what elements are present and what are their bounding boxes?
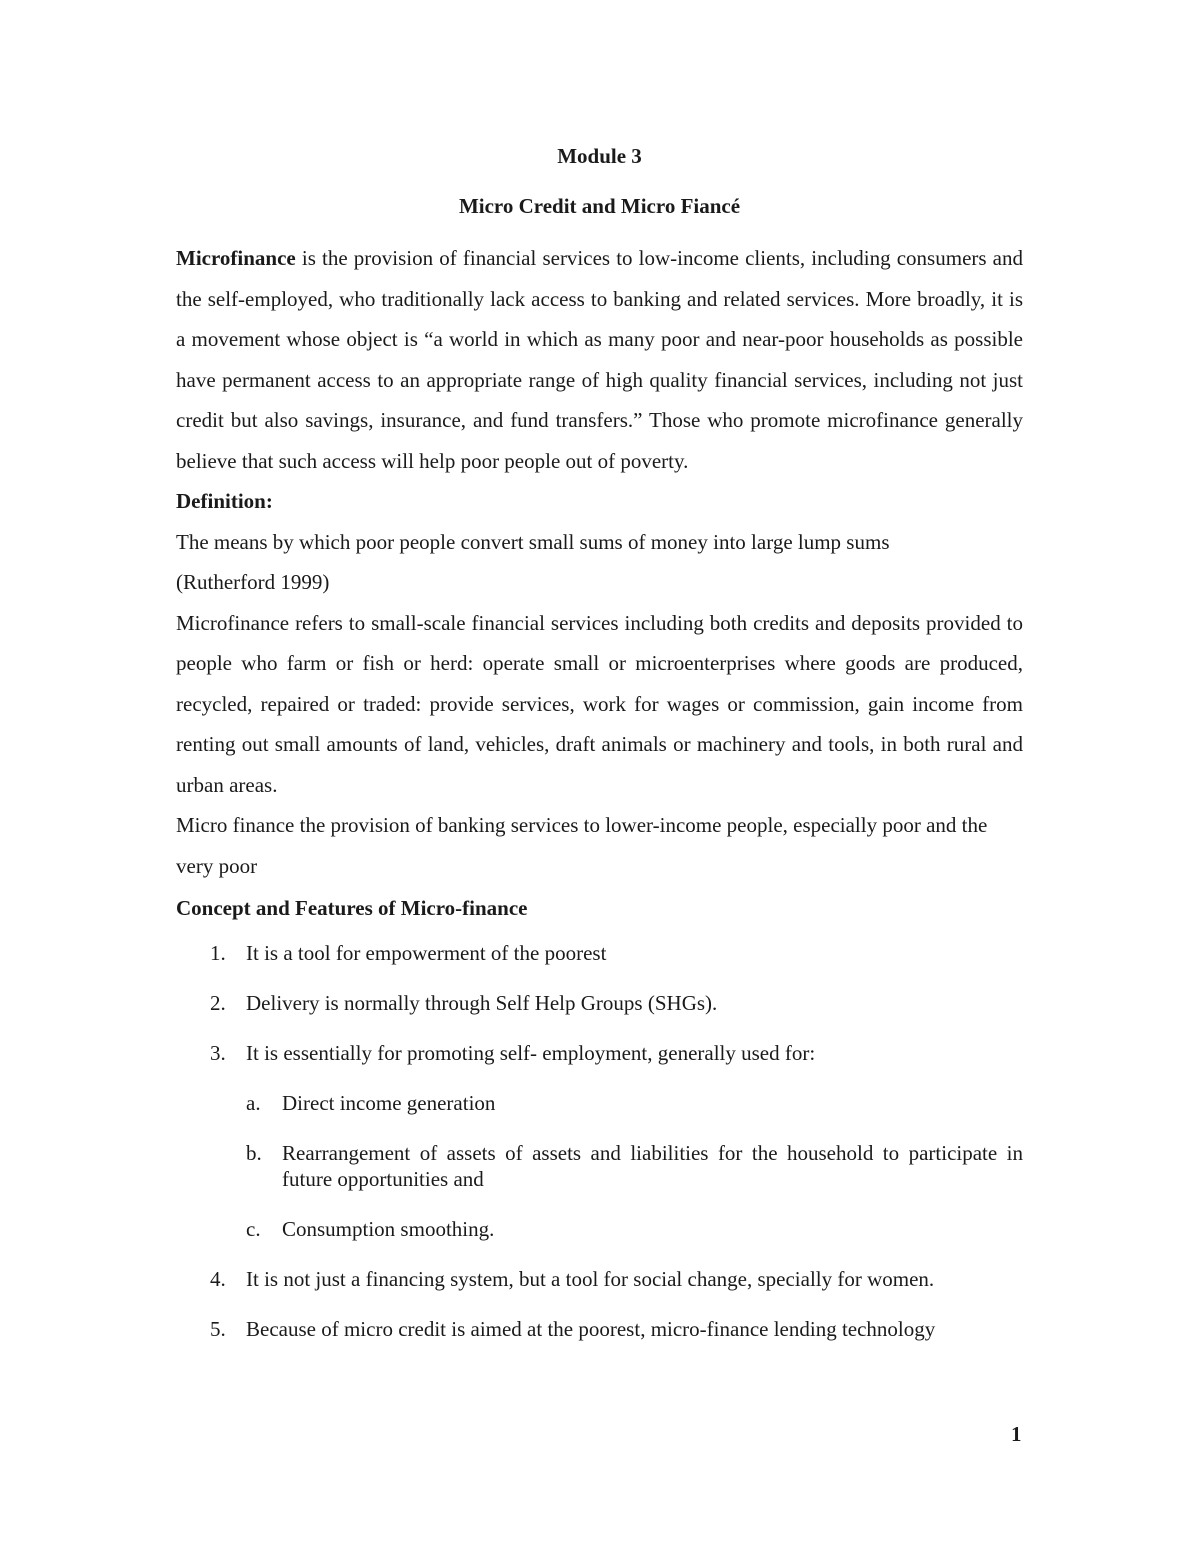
list-item-number: 5. xyxy=(210,1317,226,1341)
sub-list-item-letter: b. xyxy=(246,1141,262,1165)
list-item xyxy=(176,1266,1023,1292)
definition-line-1: The means by which poor people convert small sums of money into large lump sums xyxy=(176,529,890,554)
list-item-text: Because of micro credit is aimed at the poorest, micro-finance lending technology xyxy=(246,1317,936,1341)
sub-list-item xyxy=(246,1140,1023,1192)
sub-list xyxy=(246,1090,1023,1242)
definition-paragraph-3: Micro finance the provision of banking services to lower-income people, especially poor and the very poor xyxy=(176,813,988,878)
definition-line-2: (Rutherford 1999) xyxy=(176,570,330,594)
sub-list-item-letter: c. xyxy=(246,1217,261,1241)
page-content xyxy=(176,141,1023,1366)
sub-list-item-text: Consumption smoothing. xyxy=(282,1217,495,1241)
page-number: 1 xyxy=(1011,1422,1022,1446)
module-subtitle: Micro Credit and Micro Fiancé xyxy=(458,194,741,218)
sub-list-item-letter: a. xyxy=(246,1091,261,1115)
sub-list-item-text: Rearrangement of assets of assets and liabilities for the household to participate in future opportunities and xyxy=(282,1141,1023,1191)
list-item xyxy=(176,990,1023,1016)
sub-list-item xyxy=(246,1090,1023,1116)
module-title: Module 3 xyxy=(557,144,642,168)
concept-heading: Concept and Features of Micro-finance xyxy=(176,896,528,920)
list-item-text: Delivery is normally through Self Help Groups (SHGs). xyxy=(246,991,718,1015)
list-item-text: It is a tool for empowerment of the poorest xyxy=(246,941,607,965)
features-list xyxy=(176,940,1023,1342)
definition-heading: Definition: xyxy=(176,489,273,513)
list-item xyxy=(176,1040,1023,1242)
sub-list-item xyxy=(246,1216,1023,1242)
intro-term: Microfinance xyxy=(176,246,296,270)
list-item-number: 2. xyxy=(210,991,226,1015)
sub-list-item-text: Direct income generation xyxy=(282,1091,496,1115)
definition-paragraph-2: Microfinance refers to small-scale financial services including both credits and deposits provided to people who farm or fish or herd: operate small or microenterprises where goods are produced, recycled, repaired or traded: provide services, work for wages or commission, gain income from renting out small amounts of land, vehicles, draft animals or machinery and tools, in both rural and urban areas. xyxy=(176,610,1023,797)
intro-text: is the provision of financial services to low-income clients, including consumers and the self-employed, who traditionally lack access to banking and related services. More broadly, it is a movement whose object is “a world in which as many poor and near-poor households as possible have permanent access to an appropriate range of high quality financial services, including not just credit but also savings, insurance, and fund transfers.” Those who promote microfinance generally believe that such access will help poor people out of poverty. xyxy=(176,246,1023,473)
list-item-text: It is not just a financing system, but a tool for social change, specially for women. xyxy=(246,1267,935,1291)
intro-paragraph xyxy=(176,238,1023,481)
list-item-number: 4. xyxy=(210,1267,226,1291)
list-item-number: 1. xyxy=(210,941,226,965)
list-item xyxy=(176,940,1023,966)
list-item-number: 3. xyxy=(210,1041,226,1065)
list-item xyxy=(176,1316,1023,1342)
list-item-text: It is essentially for promoting self- employment, generally used for: xyxy=(246,1041,816,1065)
